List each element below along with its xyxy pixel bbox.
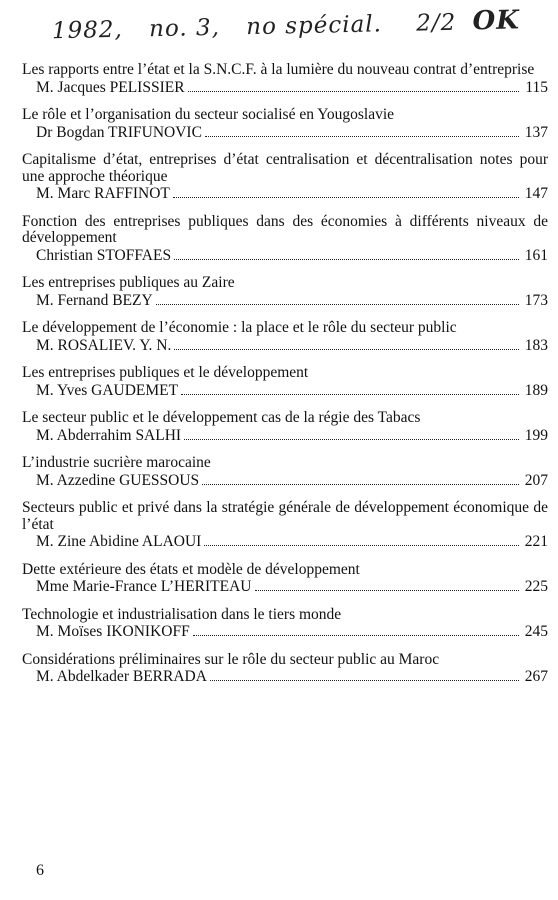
table-of-contents [22,62,548,697]
dot-leader [255,590,519,591]
entry-page: 189 [524,381,548,399]
entry-author-line [22,124,548,141]
entry-author-line [22,668,548,685]
entry-title: Le secteur public et le développement cas de la régie des Tabacs [22,409,421,426]
entry-title: L’industrie sucrière marocaine [22,454,211,471]
toc-entry [22,62,548,96]
dot-leader [204,545,518,546]
dot-leader [205,136,519,137]
entry-title: Le développement de l’économie : la place et le rôle du secteur public [22,319,457,336]
entry-author: M. Zine Abidine ALAOUI [36,533,202,550]
entry-author: M. Abderrahim SALHI [36,426,182,444]
entry-author: M. Yves GAUDEMET [36,381,179,399]
entry-title: Les entreprises publiques au Zaire [22,274,235,291]
annotation-ok: OK [472,5,521,37]
annotation-fraction: 2/2 [415,9,457,37]
entry-author: M. Jacques PELISSIER [36,78,185,96]
entry-author-line [22,578,548,595]
entry-page: 207 [524,471,548,489]
entry-page: 137 [524,123,548,141]
entry-title: Technologie et industrialisation dans le tiers monde [22,605,342,623]
entry-page: 245 [524,623,548,640]
entry-author: M. Moïses IKONIKOFF [36,623,190,640]
dot-leader [181,394,519,395]
entry-author-line [22,247,548,264]
toc-entry [22,320,548,354]
entry-title: Secteurs public et privé dans la stratégie générale de développement économique de l’état [22,499,548,533]
entry-author: Dr Bogdan TRIFUNOVIC [36,123,202,141]
annotation-special: no spécial. [245,11,383,41]
annotation-year: 1982, [51,16,124,45]
entry-page: 115 [525,78,548,96]
page-number: 6 [36,862,44,879]
dot-leader [188,91,520,92]
dot-leader [193,635,519,636]
dot-leader [202,484,519,485]
toc-entry [22,107,548,141]
entry-page: 161 [524,246,548,264]
entry-title: Capitalisme d’état, entreprises d’état centralisation et décentralisation notes pour une approche théorique [22,151,548,185]
annotation-number: no. 3, [148,14,221,43]
dot-leader [173,197,519,198]
entry-author: Christian STOFFAES [36,246,172,264]
entry-author: M. Fernand BEZY [36,291,153,309]
toc-entry [22,607,548,641]
entry-title: Considérations préliminaires sur le rôle du secteur public au Maroc [22,650,440,668]
toc-entry [22,410,548,444]
toc-entry [22,500,548,550]
entry-title: Les rapports entre l’état et la S.N.C.F. à la lumière du nouveau contrat d’entreprise [22,61,535,78]
entry-page: 199 [524,426,548,444]
entry-author-line [22,337,548,354]
toc-entry [22,275,548,309]
handwritten-annotation [52,5,553,55]
entry-author-line [22,472,548,489]
entry-author-line [22,79,548,96]
toc-entry [22,562,548,596]
entry-page: 267 [524,668,548,685]
entry-author-line [22,382,548,399]
dot-leader [210,680,519,681]
entry-author-line [22,533,548,550]
entry-author: Mme Marie-France L’HERITEAU [36,578,252,595]
entry-title: Dette extérieure des états et modèle de développement [22,560,360,578]
dot-leader [174,349,518,350]
entry-author: M. Azzedine GUESSOUS [36,471,200,489]
entry-page: 183 [524,336,548,354]
entry-page: 221 [524,533,548,550]
entry-title: Fonction des entreprises publiques dans des économies à différents niveaux de développement [22,212,548,246]
entry-page: 173 [524,291,548,309]
entry-author-line [22,185,548,202]
dot-leader [184,439,519,440]
toc-entry [22,152,548,202]
entry-author-line [22,427,548,444]
dot-leader [174,259,519,260]
toc-entry [22,455,548,489]
dot-leader [156,304,519,305]
entry-page: 225 [524,578,548,595]
entry-author: M. Abdelkader BERRADA [36,668,207,685]
entry-page: 147 [524,185,548,202]
toc-entry [22,214,548,264]
toc-entry [22,365,548,399]
toc-entry [22,652,548,686]
entry-title: Le rôle et l’organisation du secteur socialisé en Yougoslavie [22,106,395,123]
entry-author: M. ROSALIEV. Y. N. [36,336,172,354]
entry-title: Les entreprises publiques et le développement [22,364,309,381]
entry-author-line [22,623,548,640]
entry-author: M. Marc RAFFINOT [36,185,170,202]
entry-author-line [22,292,548,309]
